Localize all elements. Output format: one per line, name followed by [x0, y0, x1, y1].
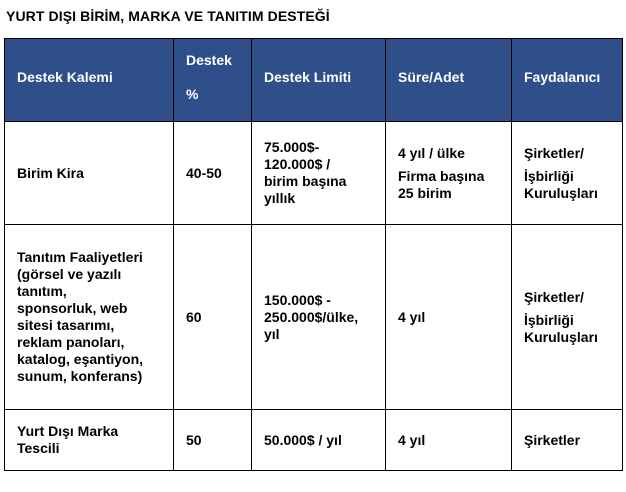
cell-line: yıl [264, 325, 280, 342]
cell-line: Kuruluşları [524, 184, 598, 201]
cell-sure [386, 410, 512, 471]
cell-line: sitesi tasarımı, [17, 317, 115, 333]
cell-limit [252, 122, 386, 225]
cell-line: sponsorluk, web [17, 300, 128, 316]
cell-line: 4 yıl [398, 308, 426, 325]
cell-oran: 40-50 [174, 122, 252, 225]
cell-oran: 50 [174, 410, 252, 471]
header-destek-kalemi: Destek Kalemi [5, 39, 174, 122]
cell-line: Firma başına [398, 167, 485, 184]
cell-line: sunum, konferans) [17, 368, 143, 384]
cell-line: 150.000$ - [264, 291, 331, 308]
header-destek-orani [174, 39, 252, 122]
cell-line: reklam panoları, [17, 334, 125, 350]
cell-line: 4 yıl / ülke [398, 144, 465, 161]
cell-line: (görsel ve yazılı [17, 266, 122, 282]
cell-line: İşbirliği [524, 167, 574, 184]
cell-oran: 60 [174, 225, 252, 410]
header-destek-orani-line1: Destek [186, 52, 232, 68]
table-header-row [5, 39, 623, 122]
cell-limit [252, 225, 386, 410]
cell-kalem [5, 225, 174, 410]
header-destek-limiti: Destek Limiti [252, 39, 386, 122]
header-sure-adet: Süre/Adet [386, 39, 512, 122]
cell-line: yıllık [264, 190, 296, 206]
support-table [4, 38, 623, 471]
cell-line: Tescili [17, 440, 60, 456]
cell-line: 25 birim [398, 184, 452, 201]
cell-line: 75.000$- [264, 139, 320, 155]
cell-kalem [5, 410, 174, 471]
cell-line: 250.000$/ülke, [264, 308, 359, 325]
table-row [5, 122, 623, 225]
cell-sure [386, 225, 512, 410]
cell-line: Tanıtım Faaliyetleri [17, 249, 143, 265]
cell-kalem [5, 122, 174, 225]
cell-line: tanıtım, [17, 283, 67, 299]
cell-line: katalog, eşantiyon, [17, 351, 144, 367]
header-faydalanici: Faydalanıcı [512, 39, 623, 122]
cell-sure [386, 122, 512, 225]
cell-line: Şirketler/ [524, 144, 584, 161]
table-row [5, 410, 623, 471]
cell-line: Kuruluşları [524, 328, 598, 345]
cell-line: 120.000$ / [264, 156, 331, 172]
cell-line: İşbirliği [524, 311, 574, 328]
cell-faydalanici [512, 410, 623, 471]
cell-line: birim başına [264, 173, 347, 189]
table-row [5, 225, 623, 410]
header-destek-orani-line2: % [186, 86, 199, 102]
cell-line: 4 yıl [398, 431, 426, 448]
cell-line: Birim Kira [17, 164, 84, 181]
cell-line: Şirketler/ [524, 288, 584, 305]
cell-faydalanici [512, 122, 623, 225]
cell-line: Yurt Dışı Marka [17, 423, 119, 439]
cell-limit [252, 410, 386, 471]
page-title: YURT DIŞI BİRİM, MARKA VE TANITIM DESTEĞİ [6, 8, 330, 24]
cell-line: 50.000$ / yıl [264, 431, 342, 448]
cell-line: Şirketler [524, 431, 581, 448]
cell-faydalanici [512, 225, 623, 410]
